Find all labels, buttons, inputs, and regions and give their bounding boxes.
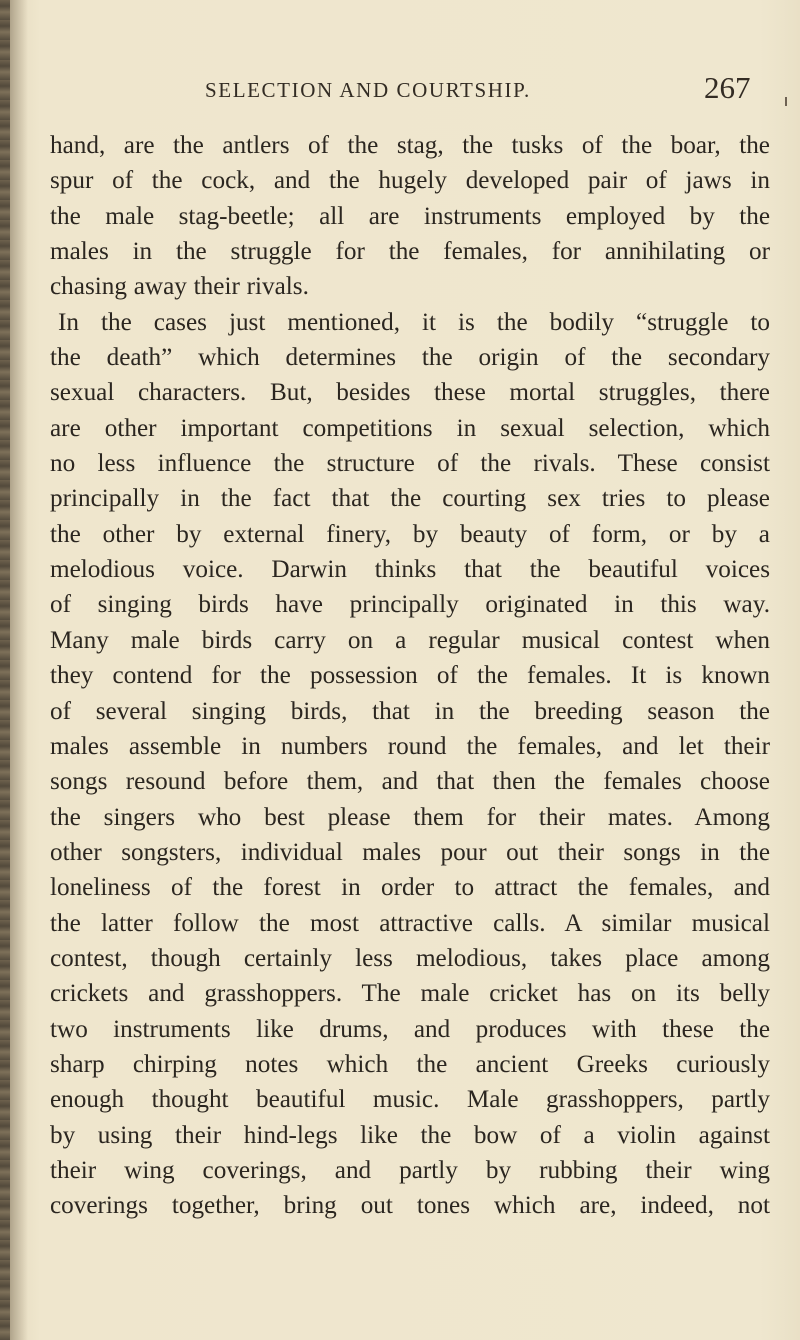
running-head: SELECTION AND COURTSHIP. xyxy=(205,78,531,102)
page-number: 267 xyxy=(704,70,751,105)
text-line: principally in the fact that the courting sex tries to please xyxy=(50,485,770,513)
text-line: songs resound before them, and that then the females choose xyxy=(50,768,770,796)
stray-mark xyxy=(785,97,787,106)
text-line: they contend for the possession of the females. It is known xyxy=(50,662,770,690)
text-line: their wing coverings, and partly by rubbing their wing xyxy=(50,1156,770,1184)
text-line: males in the struggle for the females, for annihilating or xyxy=(50,238,770,266)
text-line: spur of the cock, and the hugely developed pair of jaws in xyxy=(50,167,770,195)
text-line: contest, though certainly less melodious, takes place among xyxy=(50,944,770,972)
text-line: by using their hind-legs like the bow of a violin against xyxy=(50,1121,770,1149)
text-line: the singers who best please them for their mates. Among xyxy=(50,803,770,831)
binding-shadow xyxy=(10,0,28,1340)
text-line: In the cases just mentioned, it is the bodily “struggle to xyxy=(58,308,770,336)
text-line: of several singing birds, that in the breeding season the xyxy=(50,697,770,725)
text-line: the male stag-beetle; all are instruments employed by the xyxy=(50,202,770,230)
text-line: are other important competitions in sexual selection, which xyxy=(50,414,770,442)
text-line: two instruments like drums, and produces with these the xyxy=(50,1015,770,1043)
binding-edge xyxy=(0,0,10,1340)
text-line: of singing birds have principally originated in this way. xyxy=(50,591,770,619)
text-line: the death” which determines the origin of the secondary xyxy=(50,344,770,372)
text-line: hand, are the antlers of the stag, the tusks of the boar, the xyxy=(50,132,770,159)
text-line: melodious voice. Darwin thinks that the beautiful voices xyxy=(50,556,770,584)
text-line: Many male birds carry on a regular musical contest when xyxy=(50,626,770,654)
text-line: loneliness of the forest in order to attract the females, and xyxy=(50,874,770,902)
body-text xyxy=(50,128,770,1224)
text-line: sharp chirping notes which the ancient Greeks curiously xyxy=(50,1050,770,1078)
text-line: males assemble in numbers round the females, and let their xyxy=(50,732,770,760)
text-line: coverings together, bring out tones which are, indeed, not xyxy=(50,1192,770,1220)
text-line: other songsters, individual males pour out their songs in the xyxy=(50,838,770,866)
text-line: no less influence the structure of the rivals. These consist xyxy=(50,450,770,478)
text-line: the latter follow the most attractive calls. A similar musical xyxy=(50,909,770,937)
text-line: chasing away their rivals. xyxy=(50,273,309,301)
text-line: crickets and grasshoppers. The male cricket has on its belly xyxy=(50,980,770,1008)
text-line: sexual characters. But, besides these mortal struggles, there xyxy=(50,379,770,407)
text-line: enough thought beautiful music. Male grasshoppers, partly xyxy=(50,1086,770,1114)
text-line: the other by external finery, by beauty of form, or by a xyxy=(50,520,770,548)
